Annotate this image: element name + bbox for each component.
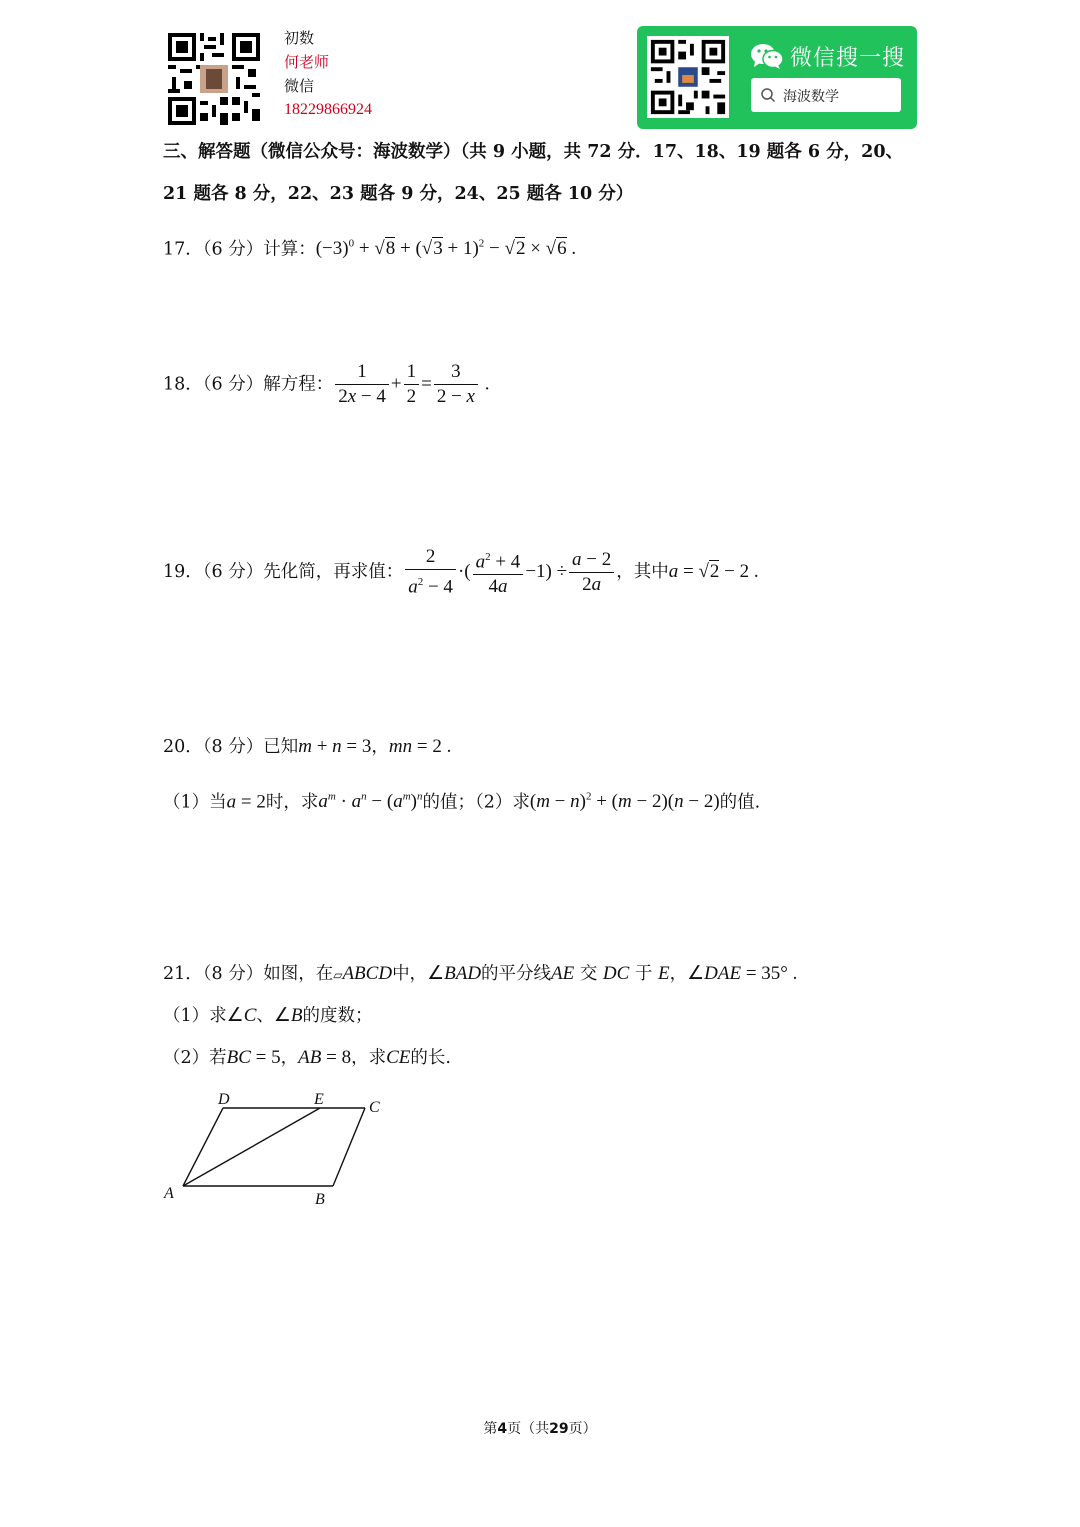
question-21-sub2-text: ，求 bbox=[351, 1048, 387, 1068]
question-19: 19．（6 分）先化简，再求值： $\frac{2}{a^2 - 4}$ ·( $\frac{a^2 + 4}{4a}$ −1) ÷ $\frac{a - 2}{2a}$ ，其中a = √2 − 2 . bbox=[163, 546, 759, 598]
edge-BC bbox=[333, 1108, 365, 1186]
question-21-sub2-label: （2）若 bbox=[163, 1048, 227, 1068]
question-20: 20．（8 分）已知m + n = 3，mn = 2 . bbox=[163, 736, 452, 757]
label-D: D bbox=[218, 1091, 230, 1108]
question-17-prefix: 17．（6 分）计算： bbox=[163, 239, 316, 260]
header-label-wechat: 微信 bbox=[284, 77, 315, 95]
label-A: A bbox=[164, 1185, 174, 1202]
question-21-sub1-text: 的度数； bbox=[302, 1006, 373, 1026]
label-C: C bbox=[369, 1099, 380, 1116]
question-19-prefix: 19．（6 分）先化简，再求值： bbox=[163, 562, 404, 583]
question-20-sub1-text: 时，求 bbox=[265, 792, 319, 813]
footer-mid: 页（共 bbox=[507, 1421, 550, 1437]
header-label-subject: 初数 bbox=[284, 29, 315, 47]
question-21-prefix: 21．（8 分）如图，在 bbox=[163, 964, 334, 984]
question-20-sub2-label: 的值；（2）求 bbox=[422, 792, 530, 813]
wechat-search-box[interactable] bbox=[751, 78, 901, 112]
question-21-sub2-sep: ， bbox=[280, 1048, 299, 1068]
label-E: E bbox=[314, 1091, 324, 1108]
header-teacher-name: 何老师 bbox=[284, 53, 330, 71]
footer-page-number: 4 bbox=[497, 1421, 508, 1437]
question-19-mid: ，其中 bbox=[616, 562, 669, 583]
question-17: 17．（6 分）计算：$(-3)^0 + √8 + (√3 + 1)^2 - √2 \times √6$ . bbox=[163, 238, 577, 260]
question-20-prefix: 20．（8 分）已知 bbox=[163, 737, 299, 757]
parallelogram-figure bbox=[155, 1085, 395, 1215]
question-21-sub2: （2）若BC = 5，AB = 8，求CE的长. bbox=[163, 1047, 451, 1068]
question-18-prefix: 18．（6 分）解方程： bbox=[163, 374, 334, 395]
wechat-search-title: 微信搜一搜 bbox=[790, 46, 906, 71]
question-20-sub2-text: 的值. bbox=[719, 792, 761, 813]
section-heading-line1: 三、解答题（微信公众号：海波数学）（共 9 小题，共 72 分．17、18、19 题各 6 分，20、 bbox=[163, 142, 904, 162]
page-footer bbox=[0, 1418, 1080, 1438]
footer-total-pages: 29 bbox=[549, 1421, 569, 1437]
question-21-text2: 的平分线 bbox=[481, 964, 552, 984]
question-18: 18．（6 分）解方程： $\frac{1}{2x - 4}$ + $\frac{1}{2}$ = $\frac{3}{2 - x}$ . bbox=[163, 361, 490, 407]
question-21-sub2-end: 的长. bbox=[410, 1048, 451, 1068]
teacher-qr-code bbox=[168, 33, 260, 125]
header-phone: 18229866924 bbox=[284, 101, 372, 118]
question-21-text1: 中， bbox=[392, 964, 428, 984]
question-21-sub1-label: （1）求 bbox=[163, 1006, 227, 1026]
wechat-search-card bbox=[637, 26, 917, 129]
question-21-text4: 于 bbox=[634, 964, 653, 984]
question-21: 21．（8 分）如图，在▱ABCD中，∠BAD的平分线AE 交 DC 于 E，∠DAE = 35° . bbox=[163, 963, 798, 984]
question-21-sub1: （1）求∠C、∠B的度数； bbox=[163, 1005, 373, 1026]
footer-pre: 第 bbox=[483, 1421, 498, 1437]
search-icon bbox=[760, 87, 776, 103]
label-B: B bbox=[315, 1191, 325, 1208]
wechat-qr-code bbox=[647, 36, 729, 118]
wechat-search-text: 海波数学 bbox=[783, 89, 839, 105]
wechat-logo-icon bbox=[750, 42, 784, 70]
question-21-text3: 交 bbox=[579, 964, 598, 984]
question-20-sub1-label: （1）当 bbox=[163, 792, 227, 813]
question-20-sub: （1）当a = 2时，求$a^m \cdot a^n - (a^m)^n$的值；（2）求$(m - n)^2 + (m - 2)(n - 2)$的值. bbox=[163, 791, 761, 813]
section-heading-line2: 21 题各 8 分，22、23 题各 9 分，24、25 题各 10 分） bbox=[163, 184, 634, 204]
footer-post: 页） bbox=[568, 1421, 597, 1437]
